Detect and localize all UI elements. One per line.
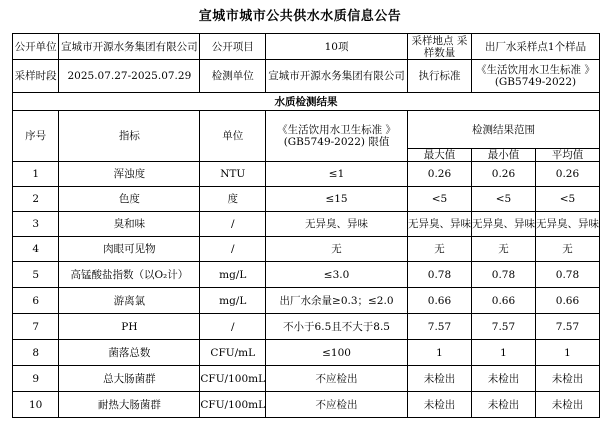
- standard-value: 《生活饮用水卫生标准 》 (GB5749-2022): [471, 60, 599, 93]
- col-min-header: 最小值: [471, 149, 535, 162]
- row-min: 无: [471, 237, 535, 262]
- table-row: [13, 392, 600, 418]
- row-indicator: 高锰酸盐指数（以O₂计）: [59, 262, 200, 288]
- lab-value: 宣城市开源水务集团有限公司: [266, 60, 408, 93]
- table-row: [13, 288, 600, 314]
- row-max: 未检出: [407, 366, 471, 392]
- standard-label: 执行标准: [407, 60, 471, 93]
- header-row-publisher: [13, 34, 600, 60]
- col-avg-header: 平均值: [535, 149, 599, 162]
- row-unit: /: [200, 237, 266, 262]
- row-no: 6: [13, 288, 59, 314]
- period-value: 2025.07.27-2025.07.29: [59, 60, 200, 93]
- items-label: 公开项目: [200, 34, 266, 60]
- table-row: [13, 340, 600, 366]
- col-max-header: 最大值: [407, 149, 471, 162]
- row-unit: CFU/100mL: [200, 392, 266, 418]
- row-no: 4: [13, 237, 59, 262]
- row-no: 3: [13, 212, 59, 237]
- row-no: 7: [13, 314, 59, 340]
- row-no: 2: [13, 187, 59, 212]
- row-avg: 0.78: [535, 262, 599, 288]
- lab-label: 检测单位: [200, 60, 266, 93]
- row-unit: 度: [200, 187, 266, 212]
- row-avg: 未检出: [535, 366, 599, 392]
- row-unit: CFU/100mL: [200, 366, 266, 392]
- row-max: 7.57: [407, 314, 471, 340]
- row-min: <5: [471, 187, 535, 212]
- table-row: [13, 314, 600, 340]
- row-unit: CFU/mL: [200, 340, 266, 366]
- col-result-range-header: 检测结果范围: [407, 111, 599, 149]
- row-max: <5: [407, 187, 471, 212]
- row-max: 未检出: [407, 392, 471, 418]
- row-max: 无异臭、异味: [407, 212, 471, 237]
- items-value: 10项: [266, 34, 408, 60]
- section-title-row: [13, 93, 600, 111]
- row-max: 1: [407, 340, 471, 366]
- row-no: 8: [13, 340, 59, 366]
- row-limit: 无异臭、异味: [266, 212, 408, 237]
- publisher-label: 公开单位: [13, 34, 59, 60]
- header-row-period: [13, 60, 600, 93]
- row-no: 5: [13, 262, 59, 288]
- row-min: 未检出: [471, 366, 535, 392]
- table-row: [13, 237, 600, 262]
- row-limit: 无: [266, 237, 408, 262]
- table-row: [13, 262, 600, 288]
- row-unit: /: [200, 314, 266, 340]
- row-indicator: PH: [59, 314, 200, 340]
- row-no: 10: [13, 392, 59, 418]
- row-limit: ≤100: [266, 340, 408, 366]
- row-max: 无: [407, 237, 471, 262]
- row-min: 0.26: [471, 162, 535, 187]
- sampling-sites-value: 出厂水采样点1个样品: [471, 34, 599, 60]
- row-unit: mg/L: [200, 288, 266, 314]
- row-unit: mg/L: [200, 262, 266, 288]
- row-max: 0.26: [407, 162, 471, 187]
- sampling-sites-label: 采样地点 采样数量: [407, 34, 471, 60]
- row-max: 0.78: [407, 262, 471, 288]
- table-row: [13, 212, 600, 237]
- row-max: 0.66: [407, 288, 471, 314]
- row-min: 1: [471, 340, 535, 366]
- publisher-value: 宣城市开源水务集团有限公司: [59, 34, 200, 60]
- row-indicator: 游离氯: [59, 288, 200, 314]
- row-indicator: 色度: [59, 187, 200, 212]
- row-unit: /: [200, 212, 266, 237]
- row-avg: 无: [535, 237, 599, 262]
- table-row: [13, 366, 600, 392]
- row-min: 无异臭、异味: [471, 212, 535, 237]
- row-min: 0.78: [471, 262, 535, 288]
- row-avg: <5: [535, 187, 599, 212]
- row-limit: 不应检出: [266, 392, 408, 418]
- row-avg: 7.57: [535, 314, 599, 340]
- row-indicator: 耐热大肠菌群: [59, 392, 200, 418]
- table-row: [13, 187, 600, 212]
- water-quality-table: [12, 33, 600, 418]
- column-header-row: [13, 111, 600, 149]
- row-limit: ≤3.0: [266, 262, 408, 288]
- col-limit-header: 《生活饮用水卫生标准 》 (GB5749-2022) 限值: [266, 111, 408, 162]
- section-title: 水质检测结果: [13, 93, 600, 111]
- period-label: 采样时段: [13, 60, 59, 93]
- row-avg: 1: [535, 340, 599, 366]
- row-min: 未检出: [471, 392, 535, 418]
- row-no: 9: [13, 366, 59, 392]
- table-row: [13, 162, 600, 187]
- row-indicator: 菌落总数: [59, 340, 200, 366]
- row-indicator: 肉眼可见物: [59, 237, 200, 262]
- row-limit: ≤1: [266, 162, 408, 187]
- row-unit: NTU: [200, 162, 266, 187]
- row-indicator: 臭和味: [59, 212, 200, 237]
- row-avg: 0.66: [535, 288, 599, 314]
- row-indicator: 总大肠菌群: [59, 366, 200, 392]
- row-limit: 不小于6.5且不大于8.5: [266, 314, 408, 340]
- row-limit: 不应检出: [266, 366, 408, 392]
- row-min: 7.57: [471, 314, 535, 340]
- row-limit: ≤15: [266, 187, 408, 212]
- row-indicator: 浑浊度: [59, 162, 200, 187]
- row-avg: 0.26: [535, 162, 599, 187]
- col-unit-header: 单位: [200, 111, 266, 162]
- row-limit: 出厂水余量≥0.3；≤2.0: [266, 288, 408, 314]
- row-min: 0.66: [471, 288, 535, 314]
- document-title: 宣城市城市公共供水水质信息公告: [198, 9, 402, 24]
- row-no: 1: [13, 162, 59, 187]
- col-no-header: 序号: [13, 111, 59, 162]
- col-indicator-header: 指标: [59, 111, 200, 162]
- row-avg: 未检出: [535, 392, 599, 418]
- row-avg: 无异臭、异味: [535, 212, 599, 237]
